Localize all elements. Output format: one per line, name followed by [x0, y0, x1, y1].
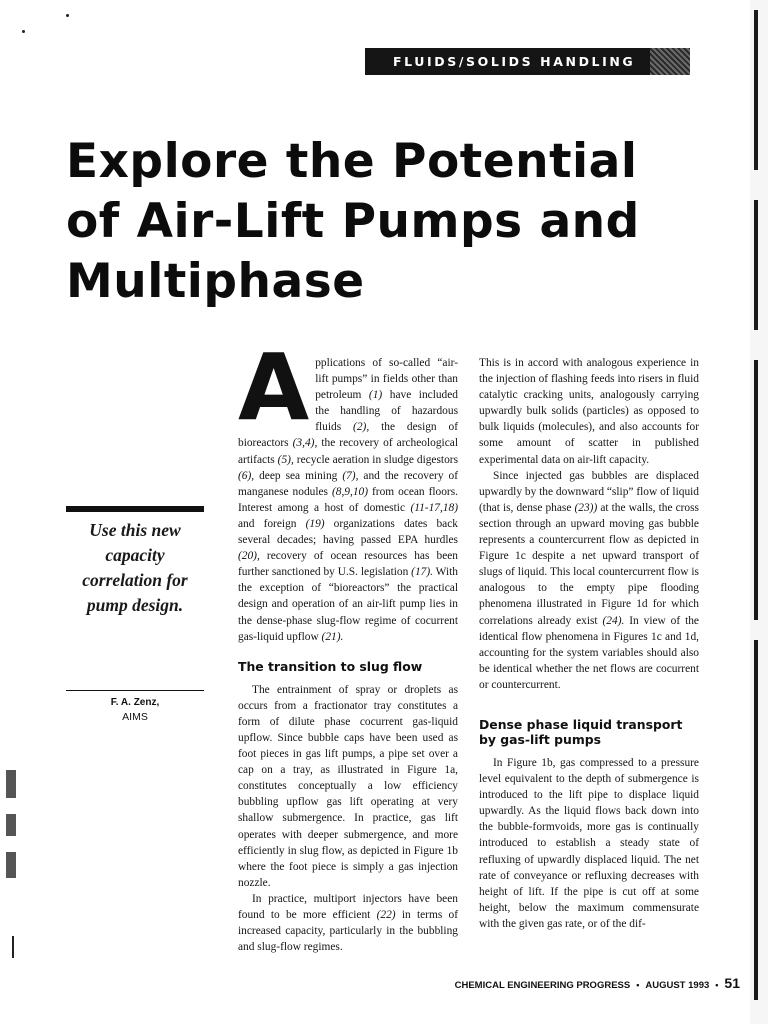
scan-speck: [66, 14, 69, 17]
scan-edge: [750, 0, 768, 1024]
footer-bullet: •: [715, 980, 719, 990]
paragraph: Since injected gas bubbles are displaced upwardly by the downward “slip” flow of liquid (that is, dense phase (23)) at the walls, the cross section through an upward moving gas bubble represents a countercurrent flow as depicted in Figure 1c despite a net upward transport of slugs of liquid. This local countercurrent flow is analogous to the empty pipe flooding phenomena illustrated in Figure 1d for which correlations already exist (24). In view of the identical flow phenomena in Figures 1c and 1d, accounting for the system variables should also be identical whether the net flows are cocurrent or countercurrent.: [479, 469, 699, 691]
author-rule: [66, 690, 204, 691]
scan-artifact: [0, 770, 24, 880]
body-column-right: [479, 355, 699, 932]
banner-texture: [650, 48, 690, 75]
footer-bullet: •: [636, 980, 640, 990]
paragraph: In practice, multiport injectors have been found to be more efficient (22) in terms of increased capacity, particularly in the bubbling and slug-flow regimes.: [238, 892, 458, 954]
paragraph: The entrainment of spray or droplets as occurs from a fractionator tray constitutes a form of dilute phase cocurrent gas-liquid upflow. Since bubble caps have been used as foot pieces in gas lift pumps, a pipe set over a cap on a tray, as illustrated in Figure 1a, constitutes conceptually a low efficiency bubbling upflow gas lift operating at very shallow submergence. In practice, gas lift operates with deeper submergence, and more efficiently in slug flow, as depicted in Figure 1b where the foot piece is simply a gas injection nozzle.: [238, 683, 458, 889]
author-name: F. A. Zenz,: [110, 697, 160, 708]
article-title: Explore the Potential of Air-Lift Pumps and Multiphase: [66, 134, 640, 309]
paragraph-intro: pplications of so-called “air-lift pumps” in fields other than petroleum (1) have included the handling of hazardous fluids (2), the design of bioreactors (3,4), the recovery of archeological artifacts (5), recycle aeration in sludge digestors (6), deep sea mining (7), and the recovery of manganese nodules (8,9,10) from ocean floors. Interest among a host of domestic (11-17,18) and foreign (19) organizations dates back several decades; having passed EPA hurdles (20), recovery of ocean resources has been further sanctioned by U.S. legislation (17). With the exception of “bioreactors” the practical design and operation of an air-lift pump lies in the dense-phase slug-flow regime of cocurrent gas-liquid upflow (21).: [238, 357, 459, 643]
section-heading: The transition to slug flow: [238, 658, 423, 674]
section-banner: [365, 48, 690, 75]
page-footer: [454, 975, 740, 991]
section-heading: Dense phase liquid transport by gas-lift pumps: [479, 716, 683, 747]
body-column-middle: [238, 334, 459, 955]
paragraph: This is in accord with analogous experience in the injection of flashing feeds into risers in fluid catalytic cracking units, analogously carrying upwardly bulk solids (particles) as opposed to bulk liquids (molecules), and also accounts for some amount of scatter in published experimental data on air-lift capacity.: [479, 357, 699, 466]
drop-cap: A: [238, 334, 310, 441]
pull-quote: Use this new capacity correlation for pump design.: [82, 520, 188, 615]
author-affiliation: AIMS: [122, 711, 148, 723]
scan-speck: [12, 936, 14, 958]
paragraph: In Figure 1b, gas compressed to a pressure level equivalent to the depth of submergence is introduced to the lift pipe to displace liquid upwardly. As the liquid flows back down into the bubble-formvoids, more gas is continually introduced to establish a steady state of refluxing of upwardly displaced liquid. The net rate of conveyance or refluxing decreases with height of lift. If the pipe is cut off at some height, below the maximum commensurate with the given gas rate, or of the dif-: [479, 756, 699, 930]
issue-date: AUGUST 1993: [645, 980, 710, 991]
pull-quote-rule: [66, 506, 204, 512]
page-number: 51: [724, 975, 740, 991]
scan-speck: [22, 30, 25, 33]
section-label: FLUIDS/SOLIDS HANDLING: [393, 54, 636, 69]
journal-name: CHEMICAL ENGINEERING PROGRESS: [454, 980, 631, 991]
